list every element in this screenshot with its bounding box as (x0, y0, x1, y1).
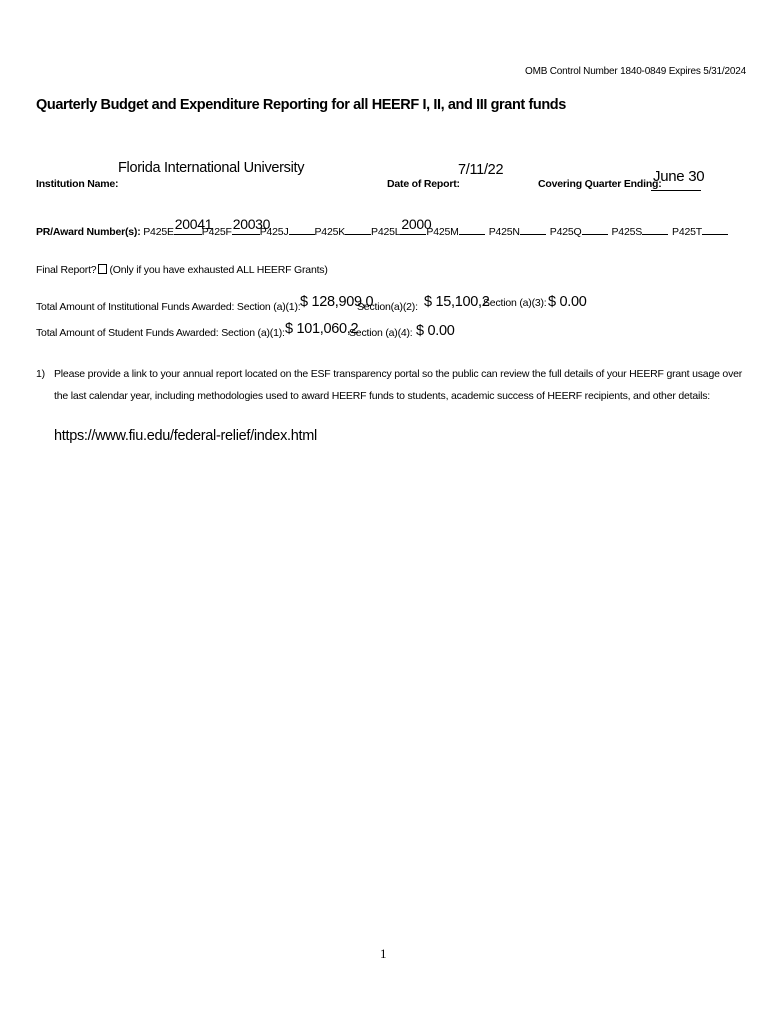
final-report-label: Final Report? (36, 264, 97, 276)
section-a2-label: Section(a)(2): (357, 301, 418, 313)
award-prefix-j: P425J (259, 226, 289, 238)
award-field-j[interactable] (289, 233, 315, 235)
covering-quarter-label: Covering Quarter Ending: (538, 178, 662, 190)
award-field-q[interactable] (582, 233, 608, 235)
section-a2-field[interactable]: $ 15,100,2 (424, 294, 490, 310)
award-field-t[interactable] (702, 233, 728, 235)
award-prefix-q: P425Q (549, 226, 582, 238)
covering-quarter-underline (651, 190, 701, 191)
form-title: Quarterly Budget and Expenditure Reporting for all HEERF I, II, and III grant funds (36, 97, 566, 113)
annual-report-link-field[interactable]: https://www.fiu.edu/federal-relief/index.html (54, 428, 317, 444)
omb-control-number: OMB Control Number 1840-0849 Expires 5/31/2024 (525, 66, 746, 77)
award-prefix-s: P425S (611, 226, 643, 238)
institutional-a1-field[interactable]: $ 128,909,0 (300, 294, 374, 310)
award-field-n[interactable] (520, 233, 546, 235)
award-field-f[interactable]: 20030 (232, 233, 260, 235)
student-funds-label: Total Amount of Student Funds Awarded: Section (a)(1): (36, 327, 285, 339)
award-field-s[interactable] (642, 233, 668, 235)
award-prefix-n: P425N (488, 226, 520, 238)
covering-quarter-field[interactable]: June 30 (653, 168, 705, 185)
final-report-checkbox[interactable] (98, 264, 107, 274)
institution-label: Institution Name: (36, 178, 119, 190)
date-of-report-label: Date of Report: (387, 178, 460, 190)
award-prefix-t: P425T (672, 226, 702, 238)
award-field-l[interactable]: 2000 (400, 233, 426, 235)
question-1-line-2: the last calendar year, including methodologies used to award HEERF funds to students, academic success of HEERF recipients, and other details: (54, 390, 711, 402)
section-a3-label: Section (a)(3): (483, 297, 547, 309)
award-prefix-k: P425K (314, 226, 346, 238)
award-field-k[interactable] (345, 233, 371, 235)
institution-name-field[interactable]: Florida International University (118, 160, 305, 176)
award-prefix-f: P425F (201, 226, 232, 238)
award-numbers-row (36, 216, 728, 238)
award-prefix-e: P425E (143, 226, 174, 238)
page-number: 1 (380, 946, 387, 961)
award-prefix-m: P425M (426, 226, 459, 238)
institutional-funds-label: Total Amount of Institutional Funds Awarded: Section (a)(1): (36, 301, 301, 313)
question-1-number: 1) (36, 368, 45, 380)
final-report-row (36, 264, 328, 276)
section-a4-label: Section (a)(4): (349, 327, 413, 339)
award-numbers-label: PR/Award Number(s): (36, 226, 141, 238)
date-of-report-field[interactable]: 7/11/22 (458, 162, 504, 178)
section-a4-field[interactable]: $ 0.00 (416, 323, 455, 339)
section-a3-field[interactable]: $ 0.00 (548, 294, 587, 310)
final-report-note: (Only if you have exhausted ALL HEERF Grants) (109, 264, 328, 276)
award-field-e[interactable]: 20041 (174, 233, 202, 235)
award-field-m[interactable] (459, 233, 485, 235)
award-prefix-l: P425L (371, 226, 401, 238)
question-1-line-1: Please provide a link to your annual report located on the ESF transparency portal so the public can review the full details of your HEERF grant usage over (54, 368, 743, 380)
student-a1-field[interactable]: $ 101,060,2 (285, 321, 359, 337)
